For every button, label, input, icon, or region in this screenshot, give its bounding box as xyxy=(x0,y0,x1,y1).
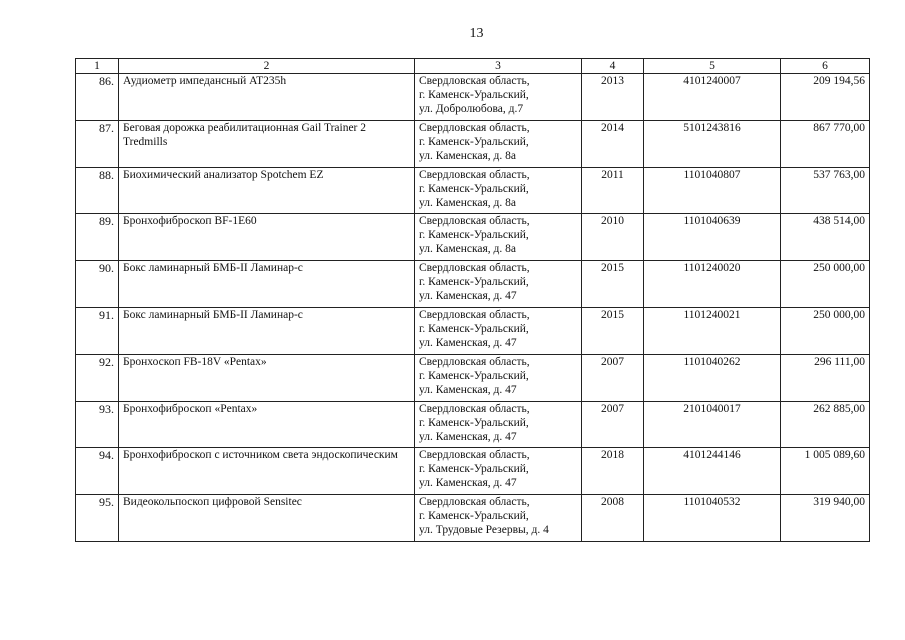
item-year: 2007 xyxy=(582,354,644,401)
table-row xyxy=(76,354,870,401)
inventory-number: 4101240007 xyxy=(644,74,781,121)
inventory-number: 2101040017 xyxy=(644,401,781,448)
address-line: г. Каменск-Уральский, xyxy=(419,89,529,101)
address-line: Свердловская область, xyxy=(419,496,530,509)
row-number: 92. xyxy=(76,354,119,401)
item-name: Беговая дорожка реабилитационная Gail Trainer 2 Tredmills xyxy=(119,120,415,167)
item-cost: 262 885,00 xyxy=(781,401,870,448)
header-row xyxy=(76,59,870,74)
address-line: ул. Трудовые Резервы, д. 4 xyxy=(419,524,549,537)
row-number: 87. xyxy=(76,120,119,167)
item-cost: 250 000,00 xyxy=(781,261,870,308)
item-cost: 867 770,00 xyxy=(781,120,870,167)
col-header-6: 6 xyxy=(781,59,870,74)
item-address xyxy=(415,214,582,261)
item-address xyxy=(415,120,582,167)
item-cost: 319 940,00 xyxy=(781,495,870,542)
item-name: Видеокольпоскоп цифровой Sensitec xyxy=(119,495,415,542)
inventory-number: 1101040262 xyxy=(644,354,781,401)
item-name: Бронхофиброскоп BF-1E60 xyxy=(119,214,415,261)
table-row xyxy=(76,214,870,261)
address-line: Свердловская область, xyxy=(419,449,530,462)
item-cost: 1 005 089,60 xyxy=(781,448,870,495)
col-header-1: 1 xyxy=(76,59,119,74)
col-header-2: 2 xyxy=(119,59,415,74)
item-name: Бронхоскоп FB-18V «Pentax» xyxy=(119,354,415,401)
item-year: 2013 xyxy=(582,74,644,121)
item-address xyxy=(415,401,582,448)
item-year: 2007 xyxy=(582,401,644,448)
row-number: 89. xyxy=(76,214,119,261)
address-line: ул. Каменская, д. 47 xyxy=(419,383,517,396)
address-line: г. Каменск-Уральский, xyxy=(419,276,529,289)
address-line: ул. Добролюбова, д.7 xyxy=(419,103,524,115)
address-line: Свердловская область, xyxy=(419,308,530,321)
address-line: Свердловская область, xyxy=(419,168,530,181)
item-address xyxy=(415,354,582,401)
item-address xyxy=(415,261,582,308)
address-line: г. Каменск-Уральский, xyxy=(419,463,529,476)
item-address xyxy=(415,448,582,495)
item-name: Бронхофиброскоп с источником света эндоскопическим xyxy=(119,448,415,495)
inventory-number: 1101240021 xyxy=(644,307,781,354)
row-number: 91. xyxy=(76,307,119,354)
item-cost: 296 111,00 xyxy=(781,354,870,401)
address-line: г. Каменск-Уральский, xyxy=(419,369,529,382)
address-line: Свердловская область, xyxy=(419,402,530,415)
item-name: Аудиометр импедансный AT235h xyxy=(119,74,415,121)
table-row xyxy=(76,261,870,308)
item-year: 2018 xyxy=(582,448,644,495)
address-line: ул. Каменская, д. 8а xyxy=(419,149,517,162)
item-year: 2008 xyxy=(582,495,644,542)
item-year: 2011 xyxy=(582,167,644,214)
row-number: 90. xyxy=(76,261,119,308)
address-line: г. Каменск-Уральский, xyxy=(419,229,529,242)
table-row xyxy=(76,448,870,495)
col-header-3: 3 xyxy=(415,59,582,74)
table-row xyxy=(76,74,870,121)
address-line: ул. Каменская, д. 47 xyxy=(419,336,517,349)
item-address xyxy=(415,307,582,354)
row-number: 86. xyxy=(76,74,119,121)
inventory-number: 1101040807 xyxy=(644,167,781,214)
inventory-number: 1101240020 xyxy=(644,261,781,308)
item-address xyxy=(415,495,582,542)
table-row xyxy=(76,307,870,354)
item-address xyxy=(415,167,582,214)
address-line: ул. Каменская, д. 47 xyxy=(419,430,517,443)
page-number: 13 xyxy=(469,26,484,41)
row-number: 93. xyxy=(76,401,119,448)
address-line: Свердловская область, xyxy=(419,215,530,228)
address-line: Свердловская область, xyxy=(419,262,530,275)
item-name: Биохимический анализатор Spotchem EZ xyxy=(119,167,415,214)
item-year: 2010 xyxy=(582,214,644,261)
inventory-number: 1101040532 xyxy=(644,495,781,542)
inventory-number: 4101244146 xyxy=(644,448,781,495)
col-header-4: 4 xyxy=(582,59,644,74)
address-line: Свердловская область, xyxy=(419,121,530,134)
inventory-number: 1101040639 xyxy=(644,214,781,261)
equipment-table xyxy=(75,58,870,542)
item-cost: 209 194,56 xyxy=(781,74,870,121)
item-year: 2015 xyxy=(582,307,644,354)
item-name: Бокс ламинарный БМБ-II Ламинар-с xyxy=(119,307,415,354)
address-line: г. Каменск-Уральский, xyxy=(419,182,529,195)
item-cost: 537 763,00 xyxy=(781,167,870,214)
address-line: г. Каменск-Уральский, xyxy=(419,416,529,429)
address-line: Свердловская область, xyxy=(419,355,530,368)
address-line: Свердловская область, xyxy=(419,75,530,87)
row-number: 95. xyxy=(76,495,119,542)
row-number: 94. xyxy=(76,448,119,495)
address-line: г. Каменск-Уральский, xyxy=(419,322,529,335)
address-line: г. Каменск-Уральский, xyxy=(419,135,529,148)
table-row xyxy=(76,401,870,448)
item-address xyxy=(415,74,582,121)
address-line: ул. Каменская, д. 8а xyxy=(419,243,517,256)
inventory-number: 5101243816 xyxy=(644,120,781,167)
address-line: ул. Каменская, д. 8а xyxy=(419,196,517,209)
row-number: 88. xyxy=(76,167,119,214)
address-line: ул. Каменская, д. 47 xyxy=(419,477,517,490)
table-row xyxy=(76,120,870,167)
item-name: Бронхофиброскоп «Pentax» xyxy=(119,401,415,448)
item-cost: 438 514,00 xyxy=(781,214,870,261)
table-row xyxy=(76,167,870,214)
item-name: Бокс ламинарный БМБ-II Ламинар-с xyxy=(119,261,415,308)
item-year: 2015 xyxy=(582,261,644,308)
col-header-5: 5 xyxy=(644,59,781,74)
item-year: 2014 xyxy=(582,120,644,167)
address-line: ул. Каменская, д. 47 xyxy=(419,290,517,303)
item-cost: 250 000,00 xyxy=(781,307,870,354)
table-row xyxy=(76,495,870,542)
address-line: г. Каменск-Уральский, xyxy=(419,510,529,523)
